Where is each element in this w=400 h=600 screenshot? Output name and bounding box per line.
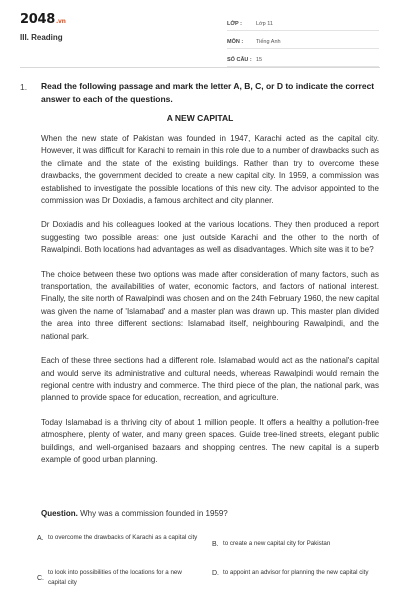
answer-option-d[interactable] [212, 568, 380, 578]
sub-question [41, 509, 228, 518]
meta-row-subject [227, 33, 379, 49]
answer-option-b[interactable] [212, 539, 380, 549]
page-header [0, 0, 400, 64]
sub-question-text: Why was a commission founded in 1959? [77, 509, 228, 518]
question-instruction: Read the following passage and mark the letter A, B, C, or D to indicate the correct answer to each of the questions. [41, 81, 375, 104]
option-text: to look into possibilities of the locations for a new capital city [48, 569, 182, 586]
passage-paragraph: Today Islamabad is a thriving city of about 1 million people. It offers a healthy a pollution-free atmosphere, plenty of water, and many green spaces. Guide tree-lined streets, elegant public buildings, and well-organised bazaars and shopping centres. The new capital is a superb example of good urban planning. [41, 417, 379, 464]
passage-paragraph: Dr Doxiadis and his colleagues looked at the various locations. They then produced a report suggesting two possible areas: one just outside Karachi and the other to the north of Rawalpindi. Both locations had advantages as well as disadvantages. Which site was it to be? [41, 220, 379, 255]
sub-question-label: Question. [41, 509, 78, 518]
option-letter: C. [37, 574, 44, 582]
question-block [20, 80, 380, 105]
meta-label: LỚP : [227, 21, 242, 27]
passage-paragraph: The choice between these two options was made after consideration of many factors, such as transportation, the availabilities of water, economic factors, and factors of national interest. Finally, the site north of Rawalpindi was chosen and on the 24th February 1960, the new capital was given the name of 'Islamabad' and a master plan was drawn up. This master plan divided the area into three different sections: Islamabad itself, neighbouring Rawalpindi, and the national park. [41, 269, 379, 341]
site-logo[interactable] [20, 12, 66, 27]
meta-value: Tiếng Anh [256, 39, 281, 45]
logo-main-text: 2048 [20, 12, 55, 27]
reading-passage [41, 133, 379, 478]
question-number: 1. [20, 82, 28, 92]
section-title: III. Reading [20, 33, 63, 42]
meta-value: Lớp 11 [256, 21, 273, 27]
option-letter: D. [212, 569, 219, 577]
meta-info [227, 15, 379, 69]
header-divider [20, 67, 380, 68]
answer-option-a[interactable] [37, 533, 205, 543]
meta-row-count [227, 51, 379, 67]
meta-value: 15 [256, 57, 263, 63]
meta-label: MÔN : [227, 39, 244, 45]
option-letter: B. [212, 540, 219, 548]
option-letter: A. [37, 534, 44, 542]
option-text: to create a new capital city for Pakistan [223, 540, 331, 547]
passage-paragraph: When the new state of Pakistan was founded in 1947, Karachi acted as the capital city. However, it was difficult for Karachi to remain in this role due to a number of drawbacks such as the climate and the state of the existing buildings. Rather than try to overcome these drawbacks, the government decided to create a new capital city. In 1959, a commission was established to investigate the possible locations of this new city. The advisor appointed to the commission was Dr Doxiadis, a famous architect and city planner. [41, 134, 379, 206]
option-text: to overcome the drawbacks of Karachi as a capital city [48, 534, 198, 541]
passage-title: A NEW CAPITAL [166, 113, 234, 123]
meta-label: SỐ CÂU : [227, 57, 252, 63]
meta-row-class [227, 15, 379, 31]
passage-paragraph: Each of these three sections had a different role. Islamabad would act as the national's capital and would serve its administrative and cultural needs, whereas Rawalpindi would remain the regional centre with industry and commerce. The third piece of the plan, the national park, was planned to provide space for education, recreation, and agriculture. [41, 356, 379, 403]
logo-suffix-text: .vn [55, 18, 66, 25]
answer-option-c[interactable] [37, 568, 205, 588]
option-text: to appoint an advisor for planning the new capital city [223, 569, 369, 576]
